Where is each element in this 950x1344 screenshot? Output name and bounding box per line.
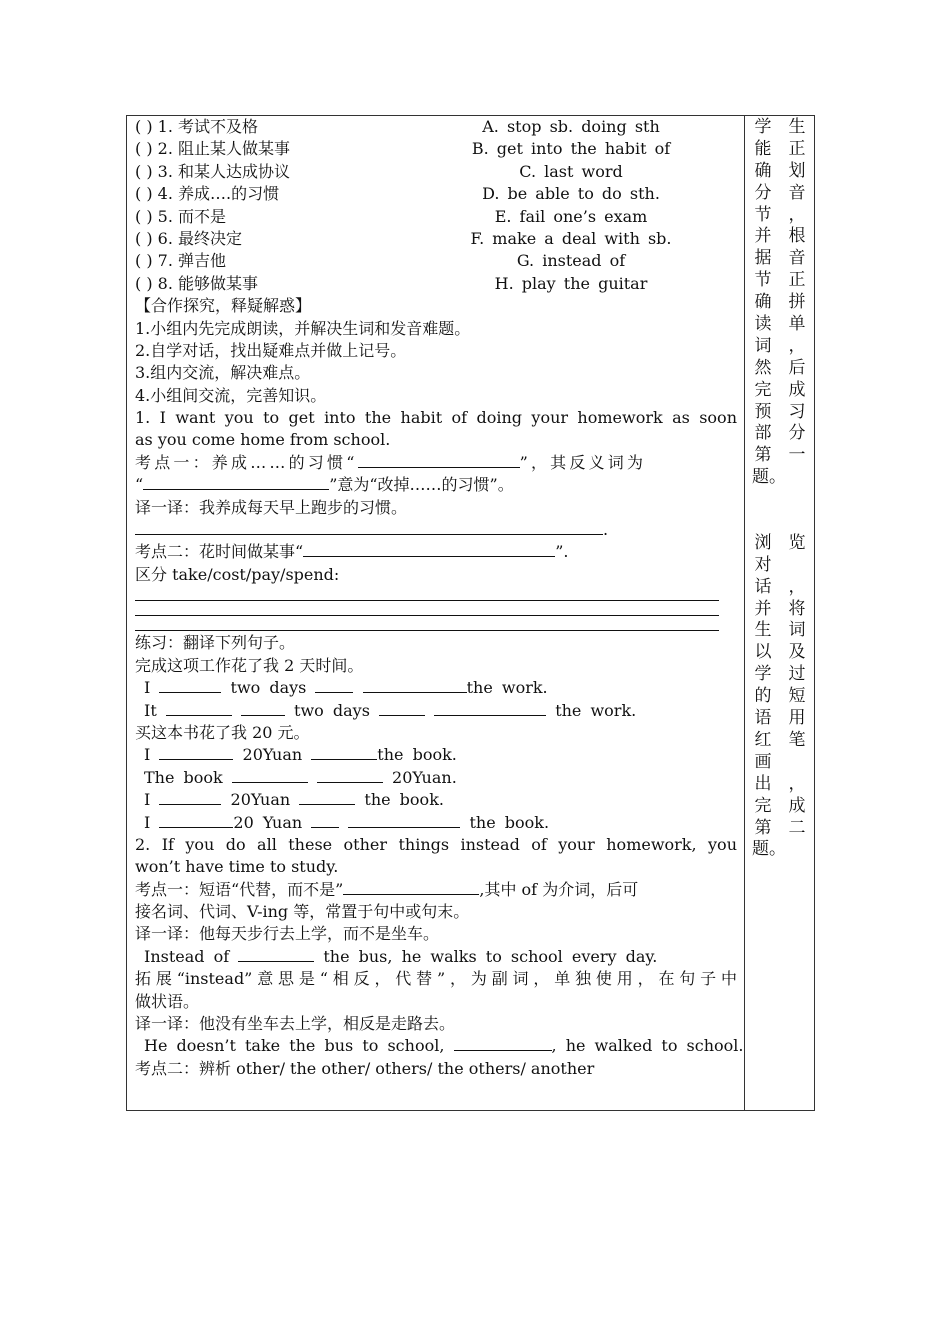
matching-row: ( ) 7. 弹吉他 G. instead of [135,251,626,271]
matching-row: ( ) 2. 阻止某人做某事 B. get into the habit of [135,139,671,159]
answer-blank[interactable] [311,812,339,828]
side-note-char: 以 [754,642,772,663]
translate-prompt: 译一译：他没有坐车去上学，相反是走路去。 [135,1014,456,1034]
practice-line: It two days the work. [144,700,637,720]
side-note-char: 并 [754,226,772,247]
practice-line: I two days the work. [144,678,548,698]
side-note-char: 生 [754,620,772,641]
side-note-char: 第 [754,817,772,838]
key-point-4: 考点二：辨析 other/ the other/ others/ the others/ another [135,1058,595,1078]
key-point-1-cont: “ ”意为“改掉……的习惯”。 [135,475,514,495]
side-note-char [786,467,808,489]
side-note-char: 短 [788,686,806,707]
translate-prompt: 译一译：我养成每天早上跑步的习惯。 [135,497,408,517]
side-note-char: 画 [754,751,772,772]
side-note-char: 学 [754,664,772,685]
side-note-char: 确 [754,292,772,313]
answer-blank[interactable] [317,767,383,783]
answer-blank[interactable] [232,767,308,783]
side-note-char: ， [788,204,806,225]
answer-blank[interactable] [143,474,329,490]
side-note-char: ， [788,576,806,597]
answer-blank[interactable] [454,1035,552,1051]
distinguish-label: 区分 take/cost/pay/spend: [135,564,340,584]
practice-prompt-2: 买这本书花了我 20 元。 [135,722,310,742]
step-item: 1.小组内先完成朗读，并解决生词和发音难题。 [135,318,471,338]
answer-blank[interactable] [299,789,355,805]
side-note-char: 对 [754,554,772,575]
side-note-char: 正 [788,138,806,159]
step-item: 2.自学对话，找出疑难点并做上记号。 [135,340,407,360]
answer-blank[interactable] [135,519,603,535]
practice-prompt-1: 完成这项工作花了我 2 天时间。 [135,655,364,675]
side-note-char: 出 [754,773,772,794]
side-note-char: 一 [788,445,806,466]
practice-title: 练习：翻译下列句子。 [135,633,296,653]
answer-blank[interactable] [343,879,479,895]
side-note-char [786,511,808,533]
side-note-char: 音 [788,248,806,269]
matching-row: ( ) 4. 养成….的习惯 D. be able to do sth. [135,184,660,204]
side-note-char [752,489,774,511]
answer-blank[interactable] [159,789,221,805]
side-note-char: 然 [754,357,772,378]
answer-blank[interactable] [358,452,520,468]
side-note-char: 节 [754,204,772,225]
side-note-char: ， [788,335,806,356]
side-note-char: 读 [754,314,772,335]
side-note-char: 生 [788,117,806,137]
side-note-char: 的 [754,686,772,707]
side-note-char: 浏 [754,532,772,553]
practice-line: The book 20Yuan. [144,767,457,787]
side-note-char: 览 [788,532,806,553]
key-point-2: 考点二：花时间做某事“ ”. [135,542,569,562]
side-notes-column-1 [752,117,786,861]
matching-row: ( ) 5. 而不是 E. fail one’s exam [135,206,648,226]
side-note-char: 确 [754,160,772,181]
practice-line: I 20Yuan the book. [144,790,444,810]
side-note-char: 题。 [752,467,786,488]
side-note-char: 根 [788,226,806,247]
practice-line: I 20 Yuan the book. [144,812,550,832]
side-note-char: 笔 [788,729,806,750]
side-note-char: 能 [754,138,772,159]
section-title: 【合作探究，释疑解惑】 [135,296,312,316]
side-note-char: 成 [788,379,806,400]
answer-blank[interactable] [434,700,546,716]
answer-blank[interactable] [159,812,233,828]
side-note-char [786,489,808,511]
extension-line-2: 做状语。 [135,991,200,1011]
answer-line: . [135,519,737,541]
answer-blank[interactable] [238,946,314,962]
answer-rule[interactable] [135,600,719,601]
answer-blank[interactable] [303,541,555,557]
side-note-char: 正 [788,270,806,291]
translate-prompt: 译一译：他每天步行去上学，而不是坐车。 [135,924,440,944]
side-note-char: 词 [788,620,806,641]
answer-blank[interactable] [241,700,285,716]
side-note-char: 部 [754,423,772,444]
side-note-char: 用 [788,708,806,729]
side-note-char: 成 [788,795,806,816]
answer-rule[interactable] [135,615,719,616]
side-note-char: 据 [754,248,772,269]
side-note-char [752,511,774,533]
side-note-char: 预 [754,401,772,422]
main-column [135,116,744,1080]
key-point-1: 考点一：养成……的习惯“ ”，其反义词为 [135,452,647,472]
extension-line-1: 拓展“instead”意思是“相反，代替”，为副词，单独使用，在句子中 [135,969,737,989]
side-note-char: 二 [788,817,806,838]
sentence-2-line-1: 2. If you do all these other things instead of your homework, you [135,834,737,854]
matching-row: ( ) 1. 考试不及格 A. stop sb. doing sth [135,117,660,136]
answer-blank[interactable] [348,812,460,828]
translate-line: Instead of the bus, he walks to school every day. [144,946,658,966]
sentence-1-line-1: 1. I want you to get into the habit of doing your homework as soon [135,408,737,428]
side-note-char: 完 [754,379,772,400]
sentence-2-line-2: won’t have time to study. [135,857,339,877]
column-divider [744,115,745,1111]
answer-rule[interactable] [135,630,719,631]
side-note-char: 习 [788,401,806,422]
side-note-char: 学 [754,117,772,137]
answer-blank[interactable] [311,744,377,760]
side-note-char: 完 [754,795,772,816]
side-note-char: 分 [754,182,772,203]
side-note-char: 单 [788,314,806,335]
side-note-char: 及 [788,642,806,663]
sentence-1-line-2: as you come home from school. [135,430,391,450]
side-note-char [786,752,808,774]
side-note-char: 音 [788,182,806,203]
matching-row: ( ) 3. 和某人达成协议 C. last word [135,161,623,181]
matching-row: ( ) 6. 最终决定 F. make a deal with sb. [135,228,672,248]
practice-line: I 20Yuan the book. [144,745,457,765]
translate-line: He doesn’t take the bus to school, , he walked to school. [144,1036,744,1056]
side-note-char: 话 [754,576,772,597]
side-note-char: 语 [754,708,772,729]
answer-blank[interactable] [315,677,353,693]
side-note-char: ， [788,773,806,794]
step-item: 3.组内交流，解决难点。 [135,363,311,383]
answer-blank[interactable] [159,677,221,693]
side-note-char [786,555,808,577]
side-note-char: 划 [788,160,806,181]
answer-blank[interactable] [379,700,425,716]
side-note-char: 并 [754,598,772,619]
side-note-char: 分 [788,423,806,444]
key-point-3: 考点一：短语“代替，而不是” ,其中 of 为介词，后可 [135,879,639,899]
answer-blank[interactable] [363,677,467,693]
matching-row: ( ) 8. 能够做某事 H. play the guitar [135,273,648,293]
side-note-char: 词 [754,335,772,356]
step-item: 4.小组间交流，完善知识。 [135,385,327,405]
side-notes-column-2 [786,117,808,861]
side-note-char: 后 [788,357,806,378]
answer-blank[interactable] [166,700,232,716]
side-note-char: 拼 [788,292,806,313]
key-point-3-cont: 接名词、代词、V-ing 等，常置于句中或句末。 [135,902,470,922]
side-note-char: 将 [788,598,806,619]
side-note-char: 题。 [752,839,786,860]
side-note-char: 红 [754,729,772,750]
side-note-char: 第 [754,445,772,466]
answer-blank[interactable] [159,744,233,760]
side-note-char: 节 [754,270,772,291]
side-note-char [786,839,808,861]
side-note-char: 过 [788,664,806,685]
